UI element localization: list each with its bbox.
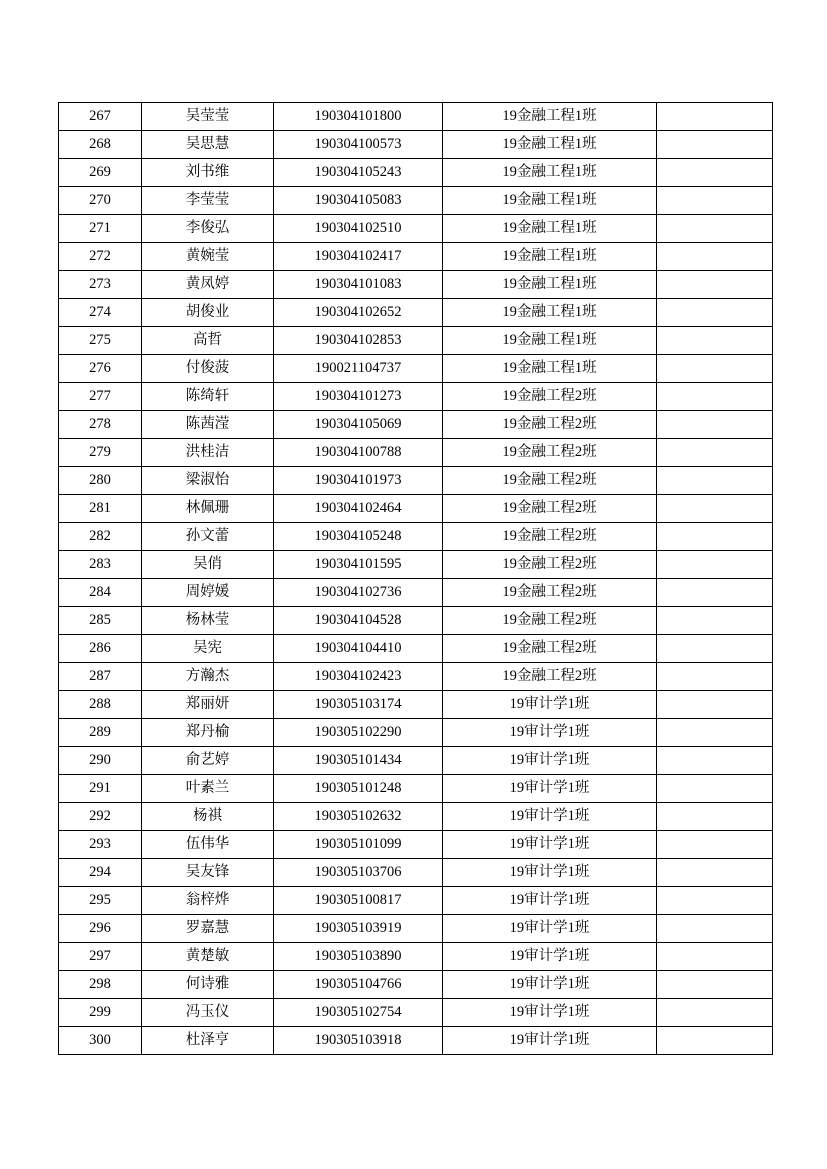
remarks-cell xyxy=(657,131,773,159)
table-row xyxy=(59,551,773,579)
class-name: 19金融工程1班 xyxy=(443,131,657,159)
remarks-cell xyxy=(657,495,773,523)
student-id: 190304101273 xyxy=(274,383,443,411)
roster-sheet xyxy=(58,102,772,1055)
student-id: 190305103174 xyxy=(274,691,443,719)
row-number: 284 xyxy=(59,579,142,607)
table-row xyxy=(59,943,773,971)
class-name: 19审计学1班 xyxy=(443,719,657,747)
student-id: 190305104766 xyxy=(274,971,443,999)
row-number: 268 xyxy=(59,131,142,159)
student-id: 190304100573 xyxy=(274,131,443,159)
class-name: 19审计学1班 xyxy=(443,831,657,859)
row-number: 274 xyxy=(59,299,142,327)
row-number: 282 xyxy=(59,523,142,551)
table-row xyxy=(59,607,773,635)
roster-table xyxy=(58,102,773,1055)
student-id: 190304101595 xyxy=(274,551,443,579)
student-id: 190305101434 xyxy=(274,747,443,775)
student-name: 何诗雅 xyxy=(142,971,274,999)
student-id: 190304102652 xyxy=(274,299,443,327)
student-id: 190305102754 xyxy=(274,999,443,1027)
remarks-cell xyxy=(657,439,773,467)
student-name: 黄凤婷 xyxy=(142,271,274,299)
table-row xyxy=(59,1027,773,1055)
table-row xyxy=(59,215,773,243)
table-row xyxy=(59,327,773,355)
remarks-cell xyxy=(657,915,773,943)
row-number: 298 xyxy=(59,971,142,999)
table-row xyxy=(59,271,773,299)
student-id: 190021104737 xyxy=(274,355,443,383)
student-name: 杨林莹 xyxy=(142,607,274,635)
student-name: 叶素兰 xyxy=(142,775,274,803)
row-number: 286 xyxy=(59,635,142,663)
table-row xyxy=(59,579,773,607)
class-name: 19金融工程2班 xyxy=(443,663,657,691)
row-number: 272 xyxy=(59,243,142,271)
remarks-cell xyxy=(657,1027,773,1055)
remarks-cell xyxy=(657,887,773,915)
student-name: 洪桂洁 xyxy=(142,439,274,467)
class-name: 19金融工程1班 xyxy=(443,159,657,187)
student-id: 190304100788 xyxy=(274,439,443,467)
table-row xyxy=(59,103,773,131)
row-number: 300 xyxy=(59,1027,142,1055)
student-id: 190304102736 xyxy=(274,579,443,607)
class-name: 19金融工程1班 xyxy=(443,103,657,131)
class-name: 19审计学1班 xyxy=(443,943,657,971)
class-name: 19金融工程1班 xyxy=(443,187,657,215)
table-row xyxy=(59,831,773,859)
student-id: 190305102632 xyxy=(274,803,443,831)
student-name: 吴俏 xyxy=(142,551,274,579)
student-name: 林佩珊 xyxy=(142,495,274,523)
remarks-cell xyxy=(657,467,773,495)
table-row xyxy=(59,495,773,523)
row-number: 279 xyxy=(59,439,142,467)
student-id: 190305101248 xyxy=(274,775,443,803)
row-number: 285 xyxy=(59,607,142,635)
class-name: 19审计学1班 xyxy=(443,803,657,831)
student-id: 190304102417 xyxy=(274,243,443,271)
remarks-cell xyxy=(657,103,773,131)
class-name: 19金融工程2班 xyxy=(443,607,657,635)
row-number: 290 xyxy=(59,747,142,775)
row-number: 293 xyxy=(59,831,142,859)
remarks-cell xyxy=(657,999,773,1027)
class-name: 19审计学1班 xyxy=(443,775,657,803)
student-id: 190305101099 xyxy=(274,831,443,859)
student-name: 郑丽妍 xyxy=(142,691,274,719)
class-name: 19金融工程2班 xyxy=(443,467,657,495)
class-name: 19金融工程2班 xyxy=(443,523,657,551)
remarks-cell xyxy=(657,383,773,411)
row-number: 271 xyxy=(59,215,142,243)
class-name: 19金融工程1班 xyxy=(443,355,657,383)
student-id: 190304101800 xyxy=(274,103,443,131)
row-number: 295 xyxy=(59,887,142,915)
class-name: 19金融工程2班 xyxy=(443,495,657,523)
row-number: 294 xyxy=(59,859,142,887)
table-row xyxy=(59,663,773,691)
class-name: 19金融工程2班 xyxy=(443,383,657,411)
student-name: 李莹莹 xyxy=(142,187,274,215)
student-id: 190305103706 xyxy=(274,859,443,887)
student-name: 吴宪 xyxy=(142,635,274,663)
student-name: 孙文蕾 xyxy=(142,523,274,551)
remarks-cell xyxy=(657,355,773,383)
class-name: 19审计学1班 xyxy=(443,1027,657,1055)
table-row xyxy=(59,159,773,187)
remarks-cell xyxy=(657,943,773,971)
table-row xyxy=(59,523,773,551)
table-row xyxy=(59,691,773,719)
student-id: 190305103890 xyxy=(274,943,443,971)
student-name: 伍伟华 xyxy=(142,831,274,859)
class-name: 19金融工程1班 xyxy=(443,299,657,327)
table-row xyxy=(59,243,773,271)
row-number: 276 xyxy=(59,355,142,383)
student-name: 梁淑怡 xyxy=(142,467,274,495)
student-name: 冯玉仪 xyxy=(142,999,274,1027)
student-name: 翁梓烨 xyxy=(142,887,274,915)
student-id: 190304101083 xyxy=(274,271,443,299)
row-number: 291 xyxy=(59,775,142,803)
remarks-cell xyxy=(657,635,773,663)
student-name: 陈绮轩 xyxy=(142,383,274,411)
table-row xyxy=(59,439,773,467)
student-id: 190304104410 xyxy=(274,635,443,663)
remarks-cell xyxy=(657,271,773,299)
remarks-cell xyxy=(657,719,773,747)
student-id: 190304102510 xyxy=(274,215,443,243)
student-id: 190304101973 xyxy=(274,467,443,495)
remarks-cell xyxy=(657,971,773,999)
remarks-cell xyxy=(657,187,773,215)
roster-table-body xyxy=(59,103,773,1055)
table-row xyxy=(59,999,773,1027)
student-id: 190304105243 xyxy=(274,159,443,187)
remarks-cell xyxy=(657,299,773,327)
remarks-cell xyxy=(657,523,773,551)
class-name: 19金融工程1班 xyxy=(443,271,657,299)
class-name: 19金融工程1班 xyxy=(443,327,657,355)
remarks-cell xyxy=(657,859,773,887)
row-number: 267 xyxy=(59,103,142,131)
class-name: 19审计学1班 xyxy=(443,691,657,719)
student-name: 刘书维 xyxy=(142,159,274,187)
table-row xyxy=(59,915,773,943)
row-number: 299 xyxy=(59,999,142,1027)
student-id: 190305103919 xyxy=(274,915,443,943)
table-row xyxy=(59,747,773,775)
table-row xyxy=(59,719,773,747)
student-id: 190304102464 xyxy=(274,495,443,523)
remarks-cell xyxy=(657,243,773,271)
student-name: 俞艺婷 xyxy=(142,747,274,775)
table-row xyxy=(59,383,773,411)
student-name: 高哲 xyxy=(142,327,274,355)
remarks-cell xyxy=(657,747,773,775)
class-name: 19金融工程2班 xyxy=(443,635,657,663)
student-id: 190305102290 xyxy=(274,719,443,747)
class-name: 19金融工程1班 xyxy=(443,243,657,271)
remarks-cell xyxy=(657,159,773,187)
row-number: 278 xyxy=(59,411,142,439)
student-name: 李俊弘 xyxy=(142,215,274,243)
remarks-cell xyxy=(657,607,773,635)
table-row xyxy=(59,635,773,663)
table-row xyxy=(59,887,773,915)
class-name: 19审计学1班 xyxy=(443,859,657,887)
table-row xyxy=(59,355,773,383)
table-row xyxy=(59,187,773,215)
class-name: 19审计学1班 xyxy=(443,887,657,915)
class-name: 19金融工程2班 xyxy=(443,579,657,607)
student-id: 190304104528 xyxy=(274,607,443,635)
row-number: 277 xyxy=(59,383,142,411)
table-row xyxy=(59,131,773,159)
remarks-cell xyxy=(657,803,773,831)
student-name: 黄婉莹 xyxy=(142,243,274,271)
student-id: 190304105083 xyxy=(274,187,443,215)
student-name: 杜泽亨 xyxy=(142,1027,274,1055)
class-name: 19审计学1班 xyxy=(443,747,657,775)
student-id: 190304105248 xyxy=(274,523,443,551)
row-number: 288 xyxy=(59,691,142,719)
row-number: 275 xyxy=(59,327,142,355)
class-name: 19金融工程2班 xyxy=(443,551,657,579)
student-id: 190304105069 xyxy=(274,411,443,439)
row-number: 297 xyxy=(59,943,142,971)
table-row xyxy=(59,411,773,439)
class-name: 19金融工程1班 xyxy=(443,215,657,243)
remarks-cell xyxy=(657,663,773,691)
student-id: 190305103918 xyxy=(274,1027,443,1055)
remarks-cell xyxy=(657,831,773,859)
table-row xyxy=(59,803,773,831)
student-name: 罗嘉慧 xyxy=(142,915,274,943)
table-row xyxy=(59,775,773,803)
remarks-cell xyxy=(657,215,773,243)
table-row xyxy=(59,859,773,887)
table-row xyxy=(59,299,773,327)
row-number: 289 xyxy=(59,719,142,747)
remarks-cell xyxy=(657,411,773,439)
row-number: 270 xyxy=(59,187,142,215)
student-name: 方瀚杰 xyxy=(142,663,274,691)
class-name: 19金融工程2班 xyxy=(443,411,657,439)
row-number: 281 xyxy=(59,495,142,523)
remarks-cell xyxy=(657,579,773,607)
class-name: 19金融工程2班 xyxy=(443,439,657,467)
class-name: 19审计学1班 xyxy=(443,971,657,999)
row-number: 296 xyxy=(59,915,142,943)
student-name: 陈茜滢 xyxy=(142,411,274,439)
student-id: 190305100817 xyxy=(274,887,443,915)
class-name: 19审计学1班 xyxy=(443,915,657,943)
class-name: 19审计学1班 xyxy=(443,999,657,1027)
remarks-cell xyxy=(657,551,773,579)
student-id: 190304102423 xyxy=(274,663,443,691)
row-number: 283 xyxy=(59,551,142,579)
row-number: 269 xyxy=(59,159,142,187)
student-name: 郑丹榆 xyxy=(142,719,274,747)
student-name: 黄楚敏 xyxy=(142,943,274,971)
student-name: 吴莹莹 xyxy=(142,103,274,131)
remarks-cell xyxy=(657,775,773,803)
remarks-cell xyxy=(657,327,773,355)
table-row xyxy=(59,467,773,495)
remarks-cell xyxy=(657,691,773,719)
student-name: 胡俊业 xyxy=(142,299,274,327)
table-row xyxy=(59,971,773,999)
row-number: 280 xyxy=(59,467,142,495)
row-number: 287 xyxy=(59,663,142,691)
row-number: 292 xyxy=(59,803,142,831)
student-id: 190304102853 xyxy=(274,327,443,355)
student-name: 付俊菠 xyxy=(142,355,274,383)
student-name: 吴友锋 xyxy=(142,859,274,887)
student-name: 杨祺 xyxy=(142,803,274,831)
student-name: 周婷媛 xyxy=(142,579,274,607)
row-number: 273 xyxy=(59,271,142,299)
student-name: 吴思慧 xyxy=(142,131,274,159)
